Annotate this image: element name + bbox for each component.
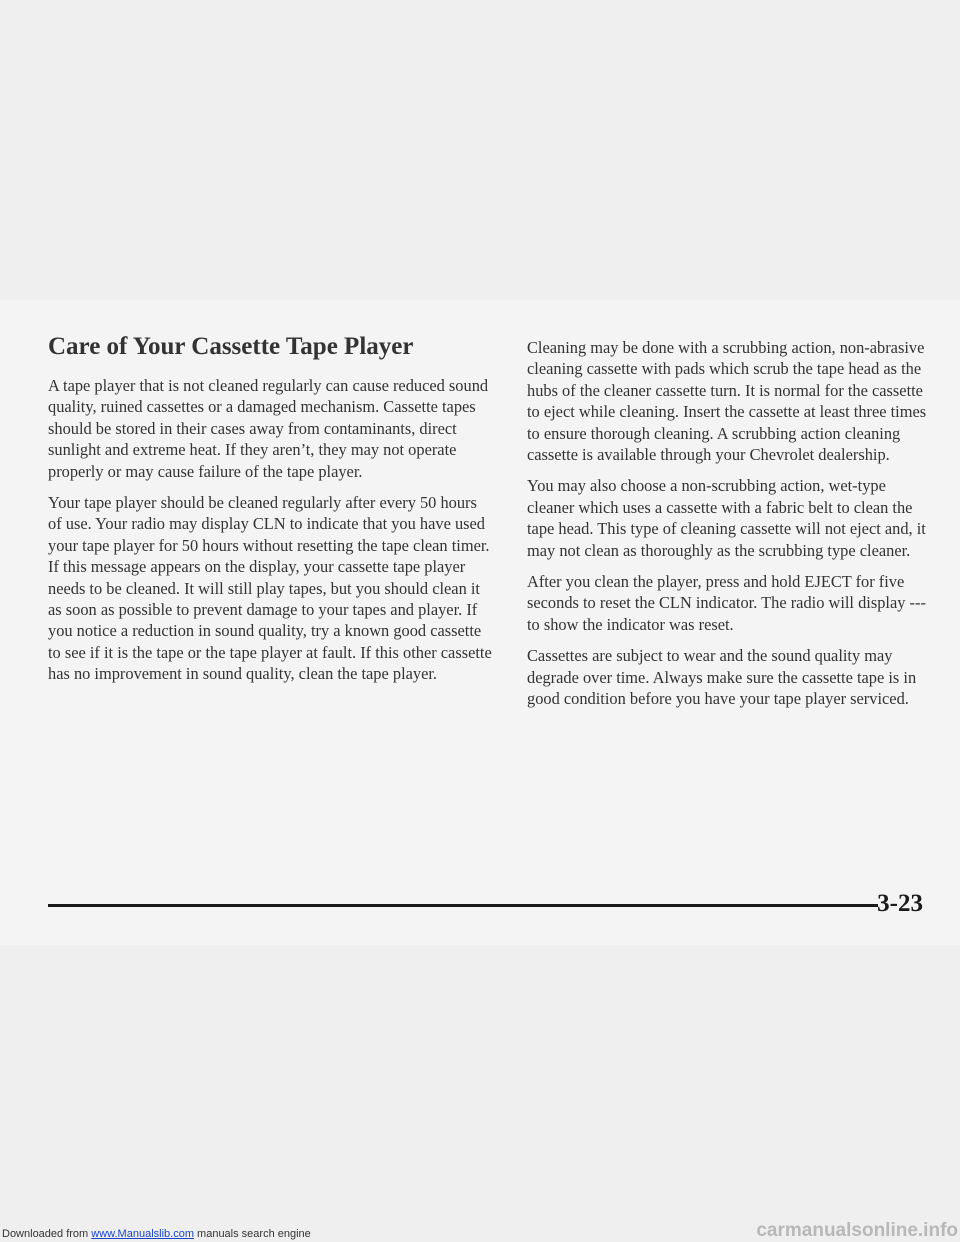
download-footer — [2, 1228, 311, 1240]
site-watermark: carmanualsonline.info — [756, 1220, 958, 1241]
footer-rule — [48, 904, 878, 907]
left-column — [48, 332, 493, 695]
page-number: 3-23 — [877, 890, 923, 917]
left-paragraph-1: A tape player that is not cleaned regularly can cause reduced sound quality, ruined cassettes or a damaged mechanism. Cassette tapes should be stored in their cases away from contaminants, direct sunlight and extreme heat. If they aren’t, they may not operate properly or may cause failure of the tape player. — [48, 376, 489, 481]
left-paragraph-2: Your tape player should be cleaned regularly after every 50 hours of use. Your radio may display CLN to indicate that you have used your tape player for 50 hours without resetting the tape clean timer. If this message appears on the display, your cassette tape player needs to be cleaned. It will still play tapes, but you should clean it as soon as possible to prevent damage to your tapes and player. If you notice a reduction in sound quality, try a known good cassette to see if it is the tape or the tape player at fault. If this other cassette has no improvement in sound quality, clean the tape player. — [48, 493, 492, 684]
bottom-margin — [0, 945, 960, 1242]
manualslib-link[interactable]: www.Manualslib.com — [91, 1228, 194, 1240]
footer-suffix: manuals search engine — [193, 1228, 311, 1240]
footer-prefix: Downloaded from — [2, 1228, 92, 1240]
right-paragraph-4: Cassettes are subject to wear and the sound quality may degrade over time. Always make sure the cassette tape is in good condition before you have your tape player serviced. — [527, 646, 917, 709]
right-paragraph-2: You may also choose a non-scrubbing action, wet-type cleaner which uses a cassette with a fabric belt to clean the tape head. This type of cleaning cassette will not eject and, it may not clean as thoroughly as the scrubbing type cleaner. — [527, 476, 926, 560]
section-heading: Care of Your Cassette Tape Player — [48, 333, 414, 360]
right-paragraph-1: Cleaning may be done with a scrubbing action, non-abrasive cleaning cassette with pads which scrub the tape head as the hubs of the cleaner cassette turn. It is normal for the cassette to eject while cleaning. Insert the cassette at least three times to ensure thorough cleaning. A scrubbing action cleaning cassette is available through your Chevrolet dealership. — [527, 338, 927, 465]
top-margin — [0, 0, 960, 300]
right-paragraph-3: After you clean the player, press and hold EJECT for five seconds to reset the CLN indicator. The radio will display --- to show the indicator was reset. — [527, 572, 926, 634]
right-column — [527, 337, 932, 720]
